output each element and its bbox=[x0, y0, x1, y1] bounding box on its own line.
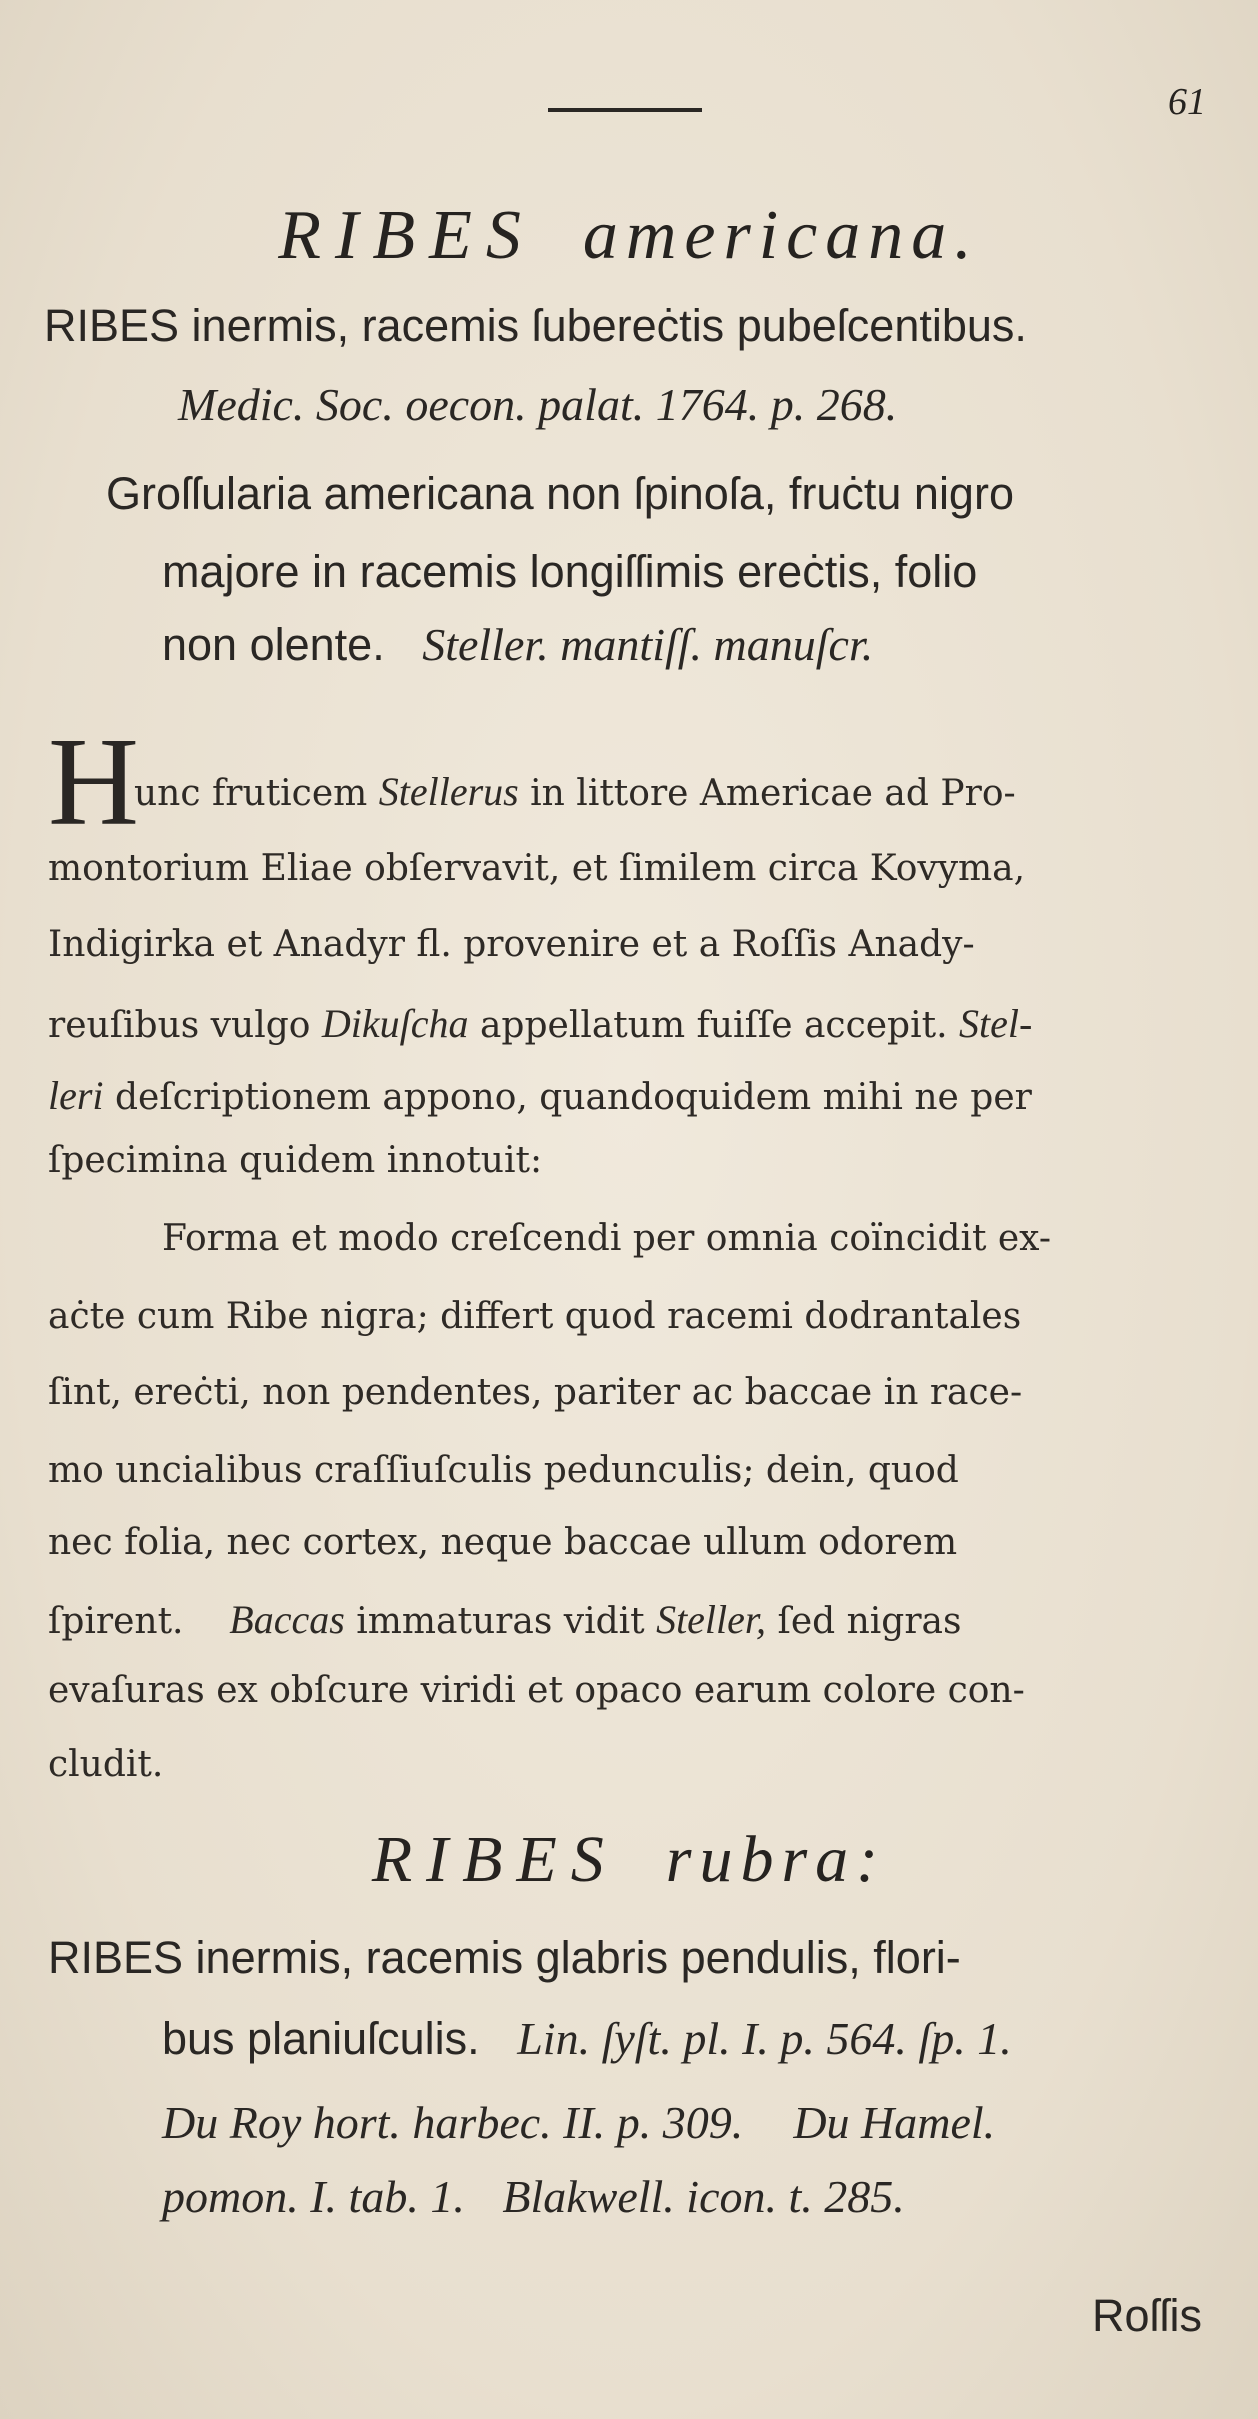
synonym-line: majore in racemis longiſſimis ereċtis, folio bbox=[162, 546, 978, 597]
body-text: unc fruticem bbox=[134, 773, 379, 814]
body-line bbox=[48, 1296, 1021, 1337]
section-title-ribes-americana bbox=[0, 196, 1258, 276]
pomon-reference: pomon. I. tab. 1. bbox=[162, 2171, 465, 2222]
body-italic: Steller, bbox=[656, 1597, 767, 1642]
body-text: ſpirent. bbox=[48, 1601, 184, 1642]
body-text: aċte cum Ribe nigra; differt quod racemi dodrantales bbox=[48, 1296, 1022, 1337]
body-line bbox=[48, 1522, 957, 1563]
blakwell-reference: Blakwell. icon. t. 285. bbox=[502, 2171, 905, 2222]
body-line bbox=[48, 848, 1025, 889]
body-line bbox=[48, 1450, 959, 1491]
body-line bbox=[48, 1372, 1022, 1413]
body-line bbox=[48, 1000, 1032, 1047]
diagnosis-line: RIBES inermis, racemis glabris pendulis, flori- bbox=[48, 1932, 961, 1983]
body-italic: Stellerus bbox=[378, 769, 519, 814]
body-italic: leri bbox=[48, 1073, 104, 1118]
body-text: in littore Americae ad Pro- bbox=[518, 773, 1016, 814]
title-species: americana. bbox=[582, 197, 980, 274]
body-line bbox=[48, 1596, 962, 1643]
body-text: deſcriptionem appono, quandoquidem mihi ne per bbox=[103, 1077, 1032, 1118]
body-text: ſed nigras bbox=[766, 1601, 962, 1642]
steller-reference: Steller. mantiſſ. manuſcr. bbox=[422, 619, 874, 670]
body-line bbox=[48, 1670, 1025, 1711]
synonym-text: non olente. bbox=[162, 619, 385, 670]
body-line bbox=[162, 1218, 1051, 1259]
body-text: immaturas vidit bbox=[344, 1601, 657, 1642]
catchword: Roſſis bbox=[1092, 2290, 1203, 2341]
body-line bbox=[48, 924, 975, 965]
body-text: Indigirka et Anadyr fl. provenire et a Roſſis Anady- bbox=[48, 924, 975, 965]
synonym-line bbox=[162, 618, 873, 671]
body-text: ſint, ereċti, non pendentes, pariter ac baccae in race- bbox=[48, 1372, 1023, 1413]
page-number: 61 bbox=[1168, 81, 1206, 123]
diagnosis-line bbox=[162, 2012, 1012, 2065]
body-text: cludit. bbox=[48, 1744, 164, 1785]
body-italic: Dikuſcha bbox=[321, 1001, 469, 1046]
title-genus: RIBES bbox=[278, 197, 535, 274]
diagnosis-line: RIBES inermis, racemis ſubereċtis pubeſcentibus. bbox=[44, 300, 1027, 351]
body-text: evaſuras ex obſcure viridi et opaco earum colore con- bbox=[48, 1670, 1025, 1711]
reference-line bbox=[178, 378, 897, 431]
body-line bbox=[48, 1744, 163, 1785]
linnaeus-reference: Lin. ſyſt. pl. I. p. 564. ſp. 1. bbox=[517, 2013, 1012, 2064]
synonym-line: Groſſularia americana non ſpinoſa, fruċtu nigro bbox=[106, 468, 1014, 519]
body-line bbox=[134, 768, 1016, 815]
body-italic: Stel- bbox=[958, 1001, 1033, 1046]
duroy-reference: Du Roy hort. harbec. II. p. 309. bbox=[162, 2097, 744, 2148]
body-text: appellatum fuiſſe accepit. bbox=[468, 1005, 959, 1046]
body-text: mo uncialibus craſſiuſculis pedunculis; dein, quod bbox=[48, 1450, 959, 1491]
body-line bbox=[48, 1072, 1032, 1119]
reference-line bbox=[162, 2096, 995, 2149]
body-text: nec folia, nec cortex, neque baccae ullum odorem bbox=[48, 1522, 958, 1563]
duhamel-reference: Du Hamel. bbox=[793, 2097, 996, 2148]
body-text: Forma et modo creſcendi per omnia coïncidit ex- bbox=[162, 1218, 1052, 1259]
header-rule bbox=[548, 108, 702, 112]
body-italic: Baccas bbox=[229, 1597, 345, 1642]
title-species: rubra: bbox=[665, 1823, 887, 1896]
title-genus: RIBES bbox=[371, 1823, 618, 1896]
reference-text: Medic. Soc. oecon. palat. 1764. p. 268. bbox=[178, 379, 898, 430]
diagnosis-text: bus planiuſculis. bbox=[162, 2013, 480, 2064]
body-line bbox=[48, 1140, 542, 1181]
body-text: montorium Eliae obſervavit, et ſimilem circa Kovyma, bbox=[48, 848, 1026, 889]
reference-line bbox=[162, 2170, 905, 2223]
body-text: reuſibus vulgo bbox=[48, 1005, 322, 1046]
body-text: ſpecimina quidem innotuit: bbox=[48, 1140, 543, 1181]
section-title-ribes-rubra bbox=[0, 1822, 1258, 1898]
dropcap: H bbox=[48, 713, 139, 852]
